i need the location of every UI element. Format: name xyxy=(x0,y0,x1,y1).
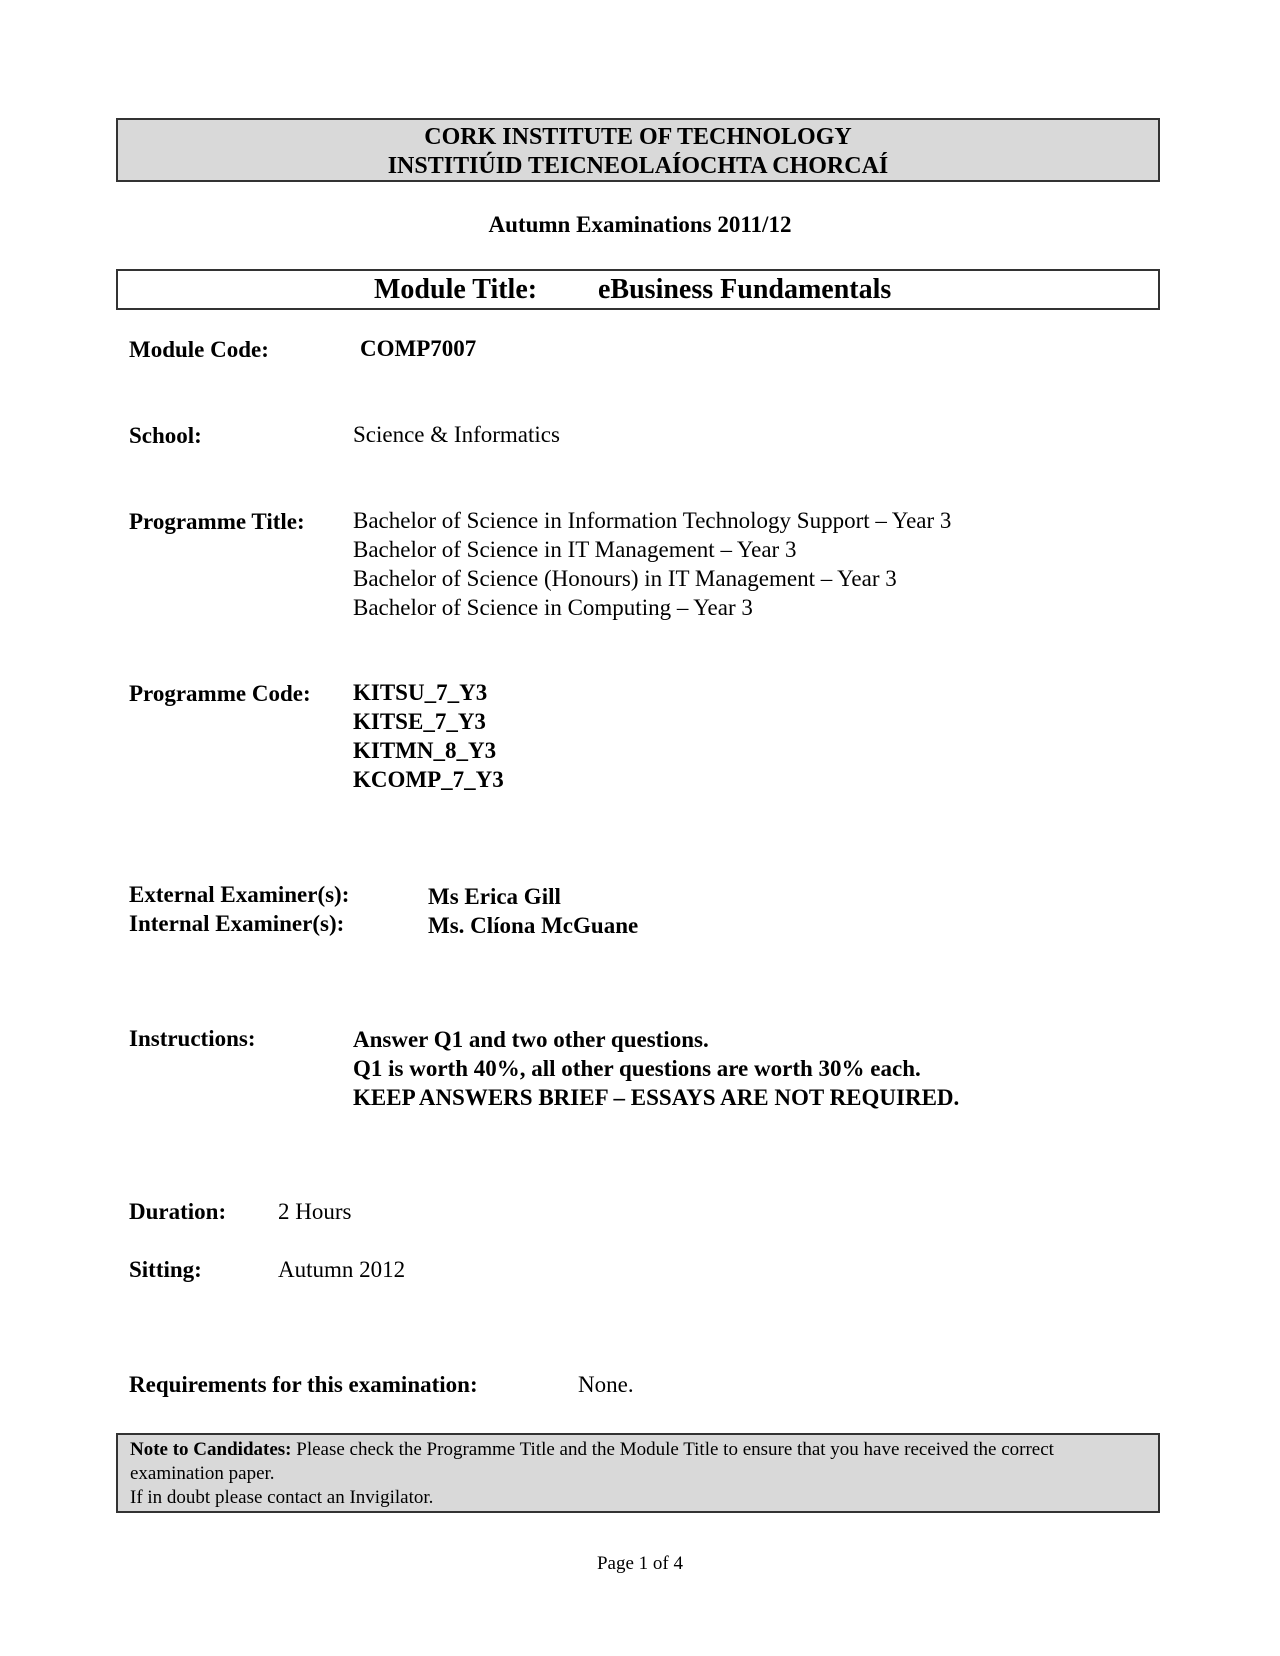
sitting-value: Autumn 2012 xyxy=(278,1257,406,1282)
internal-examiner-value: Ms. Clíona McGuane xyxy=(428,913,639,938)
programme-code-item: KITMN_8_Y3 xyxy=(353,738,497,763)
programme-code-item: KCOMP_7_Y3 xyxy=(353,767,504,792)
school-value: Science & Informatics xyxy=(353,422,560,447)
note-to-candidates xyxy=(116,1433,1160,1513)
programme-code-label: Programme Code: xyxy=(129,681,311,706)
programme-code-item: KITSU_7_Y3 xyxy=(353,680,488,705)
programme-title-item: Bachelor of Science (Honours) in IT Management – Year 3 xyxy=(353,566,897,591)
requirements-value: None. xyxy=(578,1372,634,1397)
module-code-label: Module Code: xyxy=(129,337,269,362)
note-label: Note to Candidates: xyxy=(130,1439,292,1460)
instruction-line: KEEP ANSWERS BRIEF – ESSAYS ARE NOT REQUIRED. xyxy=(353,1085,960,1110)
requirements-label: Requirements for this examination: xyxy=(129,1372,478,1397)
instructions-list xyxy=(353,1025,959,1112)
programme-code-list xyxy=(353,678,504,794)
instruction-line: Answer Q1 and two other questions. xyxy=(353,1027,709,1052)
school-label: School: xyxy=(129,423,202,448)
duration-value: 2 Hours xyxy=(278,1199,352,1224)
note-contact: If in doubt please contact an Invigilator. xyxy=(130,1487,434,1508)
institute-name-english: CORK INSTITUTE OF TECHNOLOGY xyxy=(424,124,852,150)
instructions-label: Instructions: xyxy=(129,1026,256,1051)
programme-code-item: KITSE_7_Y3 xyxy=(353,709,486,734)
programme-title-list xyxy=(353,506,951,622)
instruction-line: Q1 is worth 40%, all other questions are worth 30% each. xyxy=(353,1056,921,1081)
programme-title-label: Programme Title: xyxy=(129,509,305,534)
external-examiner-value: Ms Erica Gill xyxy=(428,884,561,909)
internal-examiner-label: Internal Examiner(s): xyxy=(129,911,345,936)
exam-session: Autumn Examinations 2011/12 xyxy=(488,212,792,237)
module-title-box xyxy=(116,269,1160,310)
module-code-value: COMP7007 xyxy=(360,336,477,361)
external-examiner-label: External Examiner(s): xyxy=(129,882,350,907)
note-text: Please check the Programme Title and the Module Title to ensure that you have received the correct examination paper. xyxy=(130,1439,1054,1484)
module-title-value: eBusiness Fundamentals xyxy=(598,274,892,305)
sitting-label: Sitting: xyxy=(129,1257,202,1282)
note-body xyxy=(130,1438,1146,1486)
page-number: Page 1 of 4 xyxy=(596,1553,683,1574)
institute-header xyxy=(116,118,1160,182)
module-title-label: Module Title: xyxy=(374,274,538,305)
programme-title-item: Bachelor of Science in IT Management – Year 3 xyxy=(353,537,797,562)
institute-name-irish: INSTITIÚID TEICNEOLAÍOCHTA CHORCAÍ xyxy=(387,153,889,179)
duration-label: Duration: xyxy=(129,1199,227,1224)
programme-title-item: Bachelor of Science in Computing – Year 3 xyxy=(353,595,753,620)
programme-title-item: Bachelor of Science in Information Technology Support – Year 3 xyxy=(353,508,952,533)
